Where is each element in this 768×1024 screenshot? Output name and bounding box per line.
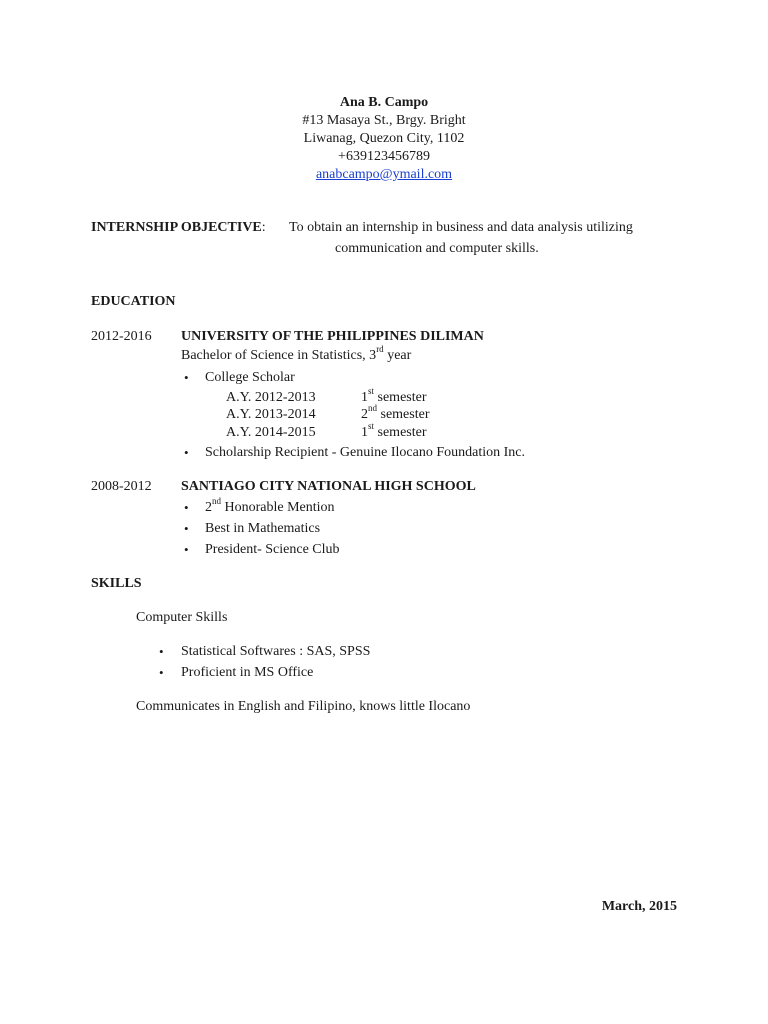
honor-num: 2	[205, 500, 212, 515]
education-years-up: 2012-2016	[91, 329, 152, 344]
computer-skills-subheading: Computer Skills	[136, 610, 228, 625]
school-name-up: UNIVERSITY OF THE PHILIPPINES DILIMAN	[181, 329, 484, 344]
education-heading: EDUCATION	[91, 294, 176, 309]
term-sup-2: nd	[368, 403, 377, 414]
objective-heading-row	[91, 219, 266, 237]
bullet-icon: •	[184, 445, 189, 460]
term-sem-3	[361, 421, 427, 442]
honor-text: Honorable Mention	[221, 500, 335, 515]
skills-heading: SKILLS	[91, 576, 142, 591]
term-sem-text-2: semester	[377, 407, 430, 422]
languages-line: Communicates in English and Filipino, knows little Ilocano	[136, 699, 471, 714]
email-line	[0, 166, 768, 184]
email-link[interactable]: anabcampo@ymail.com	[315, 167, 453, 182]
phone-number: +639123456789	[338, 149, 430, 164]
address-line-1: #13 Masaya St., Brgy. Bright	[302, 113, 466, 128]
school-name-hs: SANTIAGO CITY NATIONAL HIGH SCHOOL	[181, 479, 476, 494]
objective-text-line-1: To obtain an internship in business and data analysis utilizing	[289, 220, 633, 235]
term-sem-text-1: semester	[374, 390, 427, 405]
degree-text: Bachelor of Science in Statistics, 3	[181, 348, 377, 363]
objective-heading: INTERNSHIP OBJECTIVE	[91, 220, 262, 235]
objective-text-line-2: communication and computer skills.	[335, 241, 539, 256]
bullet-icon: •	[159, 644, 164, 659]
address-line-2: Liwanag, Quezon City, 1102	[303, 131, 465, 146]
bullet-icon: •	[159, 665, 164, 680]
honor-sup: nd	[212, 496, 221, 507]
degree-line	[181, 344, 412, 365]
term-ay-2: A.Y. 2013-2014	[226, 407, 316, 422]
math-item: Best in Mathematics	[205, 521, 321, 536]
term-num-3: 1	[361, 425, 368, 440]
science-club-item: President- Science Club	[205, 542, 340, 557]
term-sup-3: st	[368, 421, 375, 432]
scholarship-item: Scholarship Recipient - Genuine Ilocano Foundation Inc.	[205, 445, 525, 460]
term-ay-3: A.Y. 2014-2015	[226, 425, 316, 440]
honorable-mention-item	[205, 496, 335, 517]
document-date: March, 2015	[601, 899, 677, 914]
bullet-icon: •	[184, 521, 189, 536]
term-sem-text-3: semester	[374, 425, 427, 440]
term-num-2: 2	[361, 407, 368, 422]
skill-item-ms-office: Proficient in MS Office	[181, 665, 314, 680]
bullet-icon: •	[184, 500, 189, 515]
skill-item-software: Statistical Softwares : SAS, SPSS	[181, 644, 371, 659]
education-years-hs: 2008-2012	[91, 479, 152, 494]
applicant-name: Ana B. Campo	[339, 95, 429, 110]
term-sup-1: st	[368, 386, 375, 397]
term-num-1: 1	[361, 390, 368, 405]
degree-suffix: year	[383, 348, 412, 363]
objective-colon: :	[261, 220, 266, 235]
bullet-icon: •	[184, 542, 189, 557]
bullet-icon: •	[184, 370, 189, 385]
degree-year-sup: rd	[376, 344, 384, 355]
term-ay-1: A.Y. 2012-2013	[226, 390, 316, 405]
college-scholar-item: College Scholar	[205, 370, 295, 385]
